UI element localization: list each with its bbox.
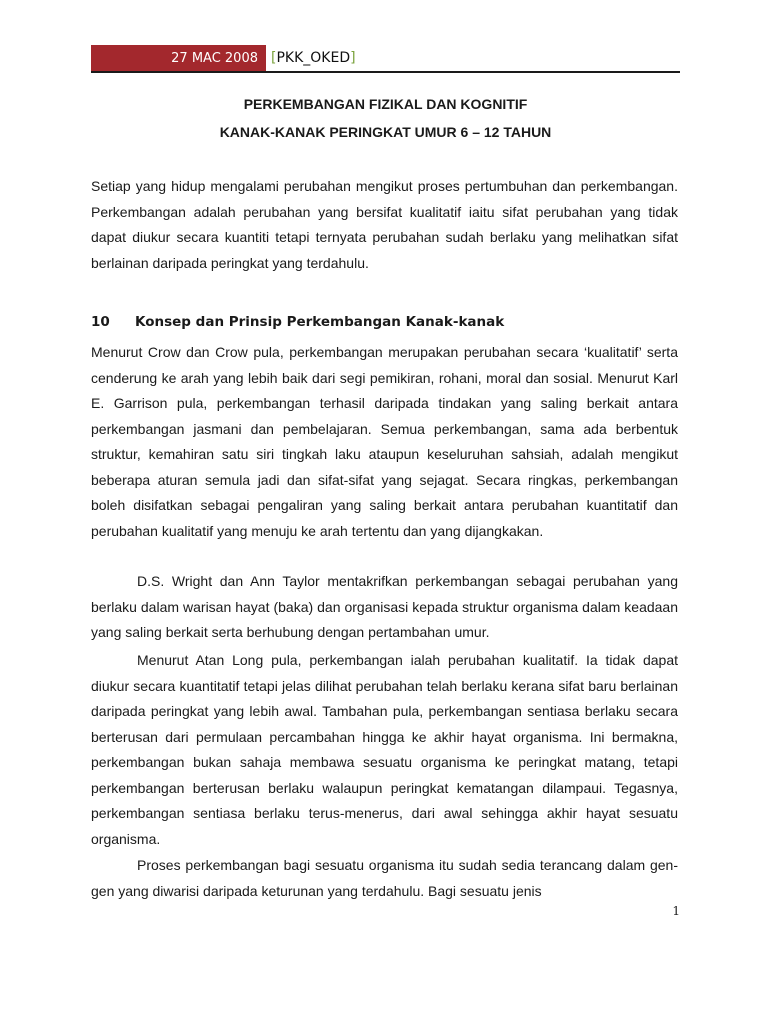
title-line-1: PERKEMBANGAN FIZIKAL DAN KOGNITIF [243,96,528,112]
header-tag [271,45,356,72]
title-line-2: KANAK-KANAK PERINGKAT UMUR 6 – 12 TAHUN [219,124,552,140]
page-number: 1 [672,904,680,918]
section-number: 10 [91,314,110,330]
paragraph-wright-taylor: D.S. Wright dan Ann Taylor mentakrifkan perkembangan sebagai perubahan yang berlaku dalam warisan hayat (baka) dan organisasi kepada struktur organisma dalam keadaan yang saling berkait serta berhubung dengan pertambahan umur. [91,573,678,640]
paragraph-crow: Menurut Crow dan Crow pula, perkembangan merupakan perubahan secara ‘kualitatif’ serta cenderung ke arah yang lebih baik dari segi pemikiran, rohani, moral dan sosial. Menurut Karl E. Garrison pula, perkembangan terhasil daripada tindakan yang saling berkait antara perkembangan jasmani dan pembelajaran. Semua perkembangan, sama ada berbentuk struktur, kemahiran satu siri tingkah laku ataupun keseluruhan sahsiah, adalah mengikut beberapa aturan semula jadi dan sifat-sifat yang sejagat. Secara ringkas, perkembangan boleh disifatkan sebagai pengaliran yang saling berkait antara perubahan kuantitatif dan perubahan kualitatif yang menuju ke arah tertentu dan yang dijangkakan. [91,344,678,539]
intro-paragraph: Setiap yang hidup mengalami perubahan mengikut proses pertumbuhan dan perkembangan. Perkembangan adalah perubahan yang bersifat kualitatif iaitu sifat perubahan yang tidak dapat diukur secara kuantiti tetapi ternyata perubahan sudah berlaku yang melihatkan sifat berlainan daripada peringkat yang terdahulu. [91,178,678,271]
section-title: Konsep dan Prinsip Perkembangan Kanak-kanak [135,314,505,330]
header-tag-close-bracket: ] [350,50,356,66]
header-tag-open-bracket: [ [271,50,277,66]
document-title [91,90,680,146]
paragraph-atan-long: Menurut Atan Long pula, perkembangan ialah perubahan kualitatif. Ia tidak dapat diukur secara kuantitatif tetapi jelas dilihat perubahan telah berlaku kerana sifat baru berlainan daripada peringkat yang lebih awal. Tambahan pula, perkembangan sentiasa berlaku secara berterusan dari permulaan percambahan hingga ke akhir hayat organisma. Ini bermakna, perkembangan bukan sahaja membawa sesuatu organisma ke peringkat matang, tetapi perkembangan berterusan berlaku walaupun peringkat kematangan dilampaui. Tegasnya, perkembangan sentiasa berlaku terus-menerus, dari awal sehingga akhir hayat sesuatu organisma. [91,652,678,847]
header-tag-text: PKK_OKED [276,50,351,66]
header-rule [91,71,680,73]
page-header [91,45,680,72]
header-date: 27 MAC 2008 [91,45,266,72]
paragraph-proses: Proses perkembangan bagi sesuatu organisma itu sudah sedia terancang dalam gen-gen yang diwarisi daripada keturunan yang terdahulu. Bagi sesuatu jenis [91,857,678,899]
section-heading [91,310,680,334]
